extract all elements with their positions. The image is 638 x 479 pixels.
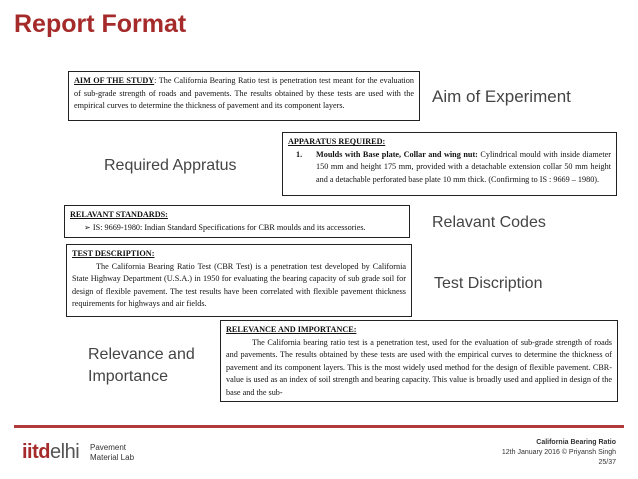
callout-relevance-line1: Relevance and (88, 346, 195, 363)
footer-info (502, 438, 616, 468)
apparatus-box (282, 132, 617, 196)
standards-heading: RELAVANT STANDARDS: (70, 210, 168, 219)
callout-apparatus: Required Appratus (104, 157, 237, 174)
callout-aim: Aim of Experiment (432, 87, 571, 106)
lab-line1: Pavement (90, 443, 127, 452)
standards-bullet: ➢ (84, 222, 91, 232)
aim-text: : The California Bearing Ratio test is penetration test meant for the evaluation of sub-grade strength of roads and pavements. The results obtained by these tests are used with the empirical curves to determine the thickness of pavement and its component layers. (74, 76, 414, 110)
footer-page: 25/37 (598, 459, 616, 466)
lab-name (90, 443, 134, 463)
apparatus-item-number: 1. (296, 149, 303, 159)
apparatus-item-bold: Moulds with Base plate, Collar and wing nut: (316, 149, 478, 159)
standards-box (64, 205, 410, 238)
slide-title: Report Format (14, 10, 187, 38)
lab-line2: Material Lab (90, 453, 135, 462)
callout-codes: Relavant Codes (432, 214, 546, 231)
aim-heading: AIM OF THE STUDY (74, 76, 155, 85)
description-text: The California Bearing Ratio Test (CBR Test) is a penetration test developed by California State Highway Department (U.S.A.) in 1950 for evaluating the bearing capacity of sub grade soil for design of flexible pavement. The test results have been correlated with flexible pavement thickness requirements for highways and air fields. (72, 261, 406, 308)
iitdelhi-logo (22, 441, 79, 464)
callout-relevance (88, 344, 195, 388)
callout-relevance-line2: Importance (88, 368, 169, 385)
apparatus-heading: APPARATUS REQUIRED: (288, 137, 386, 146)
relevance-text: The California bearing ratio test is a penetration test, used for the evaluation of sub-grade strength of roads and pavements. The results obtained by these tests are used with the empirical curves to determine the thickness of pavement and its component layers. This is the most widely used method for the design of flexible pavement. CBR-value is used as an index of soil strength and bearing capacity. This value is broadly used and applied in design of the base and the sub- (226, 337, 612, 397)
logo-main: iitd (22, 441, 50, 463)
relevance-heading: RELEVANCE AND IMPORTANCE: (226, 325, 357, 334)
footer-divider (14, 425, 624, 428)
description-box (66, 244, 412, 317)
callout-description: Test Discription (434, 275, 543, 292)
aim-box (68, 71, 420, 121)
relevance-box (220, 320, 618, 402)
standards-text: IS: 9669-1980: Indian Standard Specifications for CBR moulds and its accessories. (92, 222, 366, 232)
footer-date-author: 12th January 2016 © Priyansh Singh (501, 449, 616, 456)
description-heading: TEST DESCRIPTION: (72, 249, 155, 258)
apparatus-item-text: Cylindrical mould with inside diameter 150 mm and height 175 mm, provided with a detachable extension collar 50 mm height and a detachable perforated base plate 10 mm thick. (Confirming to IS : 9669 – 1980). (316, 149, 611, 184)
footer-course: California Bearing Ratio (536, 439, 616, 446)
logo-rest: elhi (50, 441, 80, 463)
